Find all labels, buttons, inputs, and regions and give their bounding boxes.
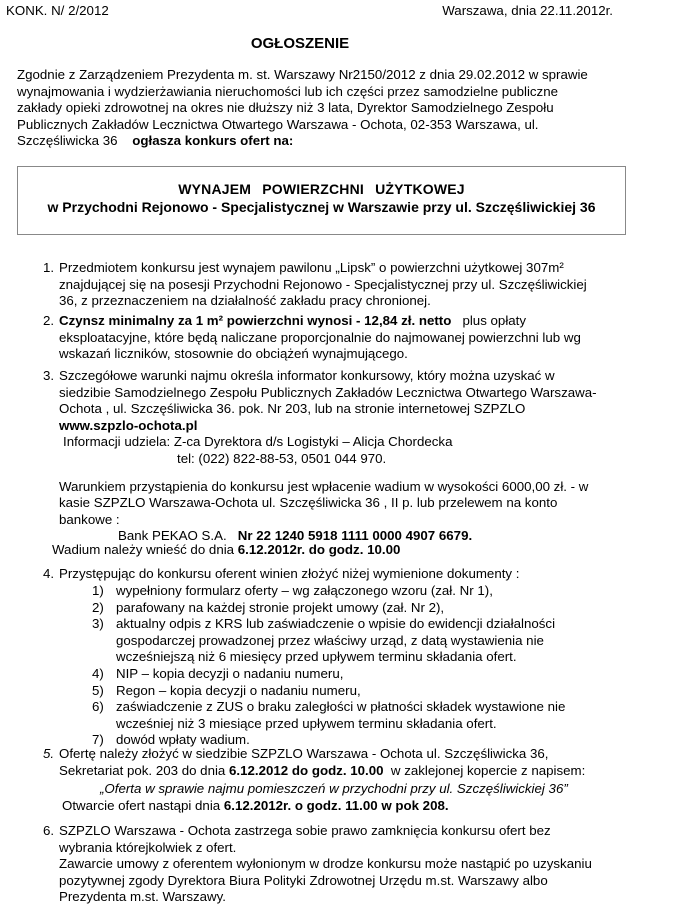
item-line: Sekretariat pok. 203 do dnia 6.12.2012 do godz. 10.00 w zaklejonej kopercie z napisem: — [59, 762, 586, 778]
document-item: 1) wypełniony formularz oferty – wg załączonego wzoru (zał. Nr 1), — [92, 583, 493, 598]
item-line: Prezydenta m.st. Warszawy. — [59, 889, 226, 905]
item-line: SZPZLO Warszawa - Ochota zastrzega sobie prawo zamknięcia konkursu ofert bez — [59, 823, 551, 838]
intro-line — [17, 133, 617, 150]
item-line: Ochota , ul. Szczęśliwicka 36. pok. Nr 203, lub na stronie internetowej SZPZLO — [59, 401, 526, 417]
item-line: 36, z przeznaczeniem na działalność zakładu pracy chronionej. — [59, 293, 431, 309]
deposit-deadline: Wadium należy wnieść do dnia 6.12.2012r. do godz. 10.00 — [52, 542, 401, 557]
opening-date: Otwarcie ofert nastąpi dnia 6.12.2012r. o godz. 11.00 w pok 208. — [62, 798, 449, 813]
item-number: 2. — [43, 313, 55, 328]
document-item: 3) aktualny odpis z KRS lub zaświadczenie o wpisie do ewidencji działalności gospodarczej prowadzonej przez właściwy urząd, z datą wystawienia nie wcześniejszą niż 6 miesięcy przed upływem terminu składania ofert. — [92, 616, 556, 665]
subject-box — [17, 166, 626, 235]
list-item — [43, 260, 636, 310]
item-line: kasie SZPZLO Warszawa-Ochota ul. Szczęśliwicka 36 , II p. lub przelewem na konto — [59, 495, 558, 511]
contact-info: Informacji udziela: Z-ca Dyrektora d/s Logistyki – Alicja Chordecka — [63, 434, 453, 450]
item-number: 3. — [43, 368, 55, 383]
item-number: 5. — [43, 746, 55, 761]
item-line: Czynsz minimalny za 1 m² powierzchni wynosi - 12,84 zł. netto plus opłaty — [59, 313, 527, 328]
item-line: siedzibie Samodzielnego Zespołu Publicznych Zakładów Lecznictwa Otwartego Warszawa- — [59, 384, 597, 400]
item-number: 4. — [43, 566, 55, 581]
reference-number: KONK. N/ 2/2012 — [6, 3, 109, 18]
list-item — [43, 566, 636, 583]
list-item — [43, 368, 636, 545]
document-item: 7) dowód wpłaty wadium. — [92, 732, 250, 748]
list-item — [43, 746, 636, 779]
item-line: Przedmiotem konkursu jest wynajem pawilonu „Lipsk” o powierzchni użytkowej 307m² — [59, 260, 564, 275]
documents-list — [62, 583, 638, 749]
intro-line: wynajmowania i wydzierżawiania nieruchomości lub ich części przez samodzielne publiczne — [17, 83, 558, 99]
intro-line: Publicznych Zakładów Lecznictwa Otwartego Warszawa - Ochota, 02-353 Warszawa, ul. — [17, 116, 539, 132]
rent-amount: Czynsz minimalny za 1 m² powierzchni wynosi - 12,84 zł. netto — [59, 313, 452, 328]
item-line: eksploatacyjne, które będą naliczane proporcjonalnie do najmowanej powierzchni lub wg — [59, 329, 581, 345]
item-line: Szczegółowe warunki najmu określa informator konkursowy, który można uzyskać w — [59, 368, 555, 383]
document-date: Warszawa, dnia 22.11.2012r. — [442, 3, 613, 18]
page-title: OGŁOSZENIE — [250, 35, 350, 52]
subject-heading: WYNAJEM POWIERZCHNI UŻYTKOWEJ — [178, 181, 465, 197]
document-item: 2) parafowany na każdej stronie projekt umowy (zał. Nr 2), — [92, 599, 445, 615]
document-item: 4) NIP – kopia decyzji o nadaniu numeru, — [92, 665, 344, 681]
document-item: 5) Regon – kopia decyzji o nadaniu numeru, — [92, 682, 361, 698]
item-number: 1. — [43, 260, 55, 275]
item-line: wybrania którejkolwiek z ofert. — [59, 839, 237, 855]
item-line: wskazań liczników, stosownie do obciążeń wynajmującego. — [59, 346, 408, 362]
item-line: Ofertę należy złożyć w siedzibie SZPZLO Warszawa - Ochota ul. Szczęśliwicka 36, — [59, 746, 549, 761]
item-line: pozytywnej zgody Dyrektora Biura Polityki Zdrowotnej Urzędu m.st. Warszawy albo — [59, 872, 548, 888]
intro-line: Zgodnie z Zarządzeniem Prezydenta m. st. Warszawy Nr2150/2012 z dnia 29.02.2012 w sprawie — [17, 67, 588, 82]
subject-location: w Przychodni Rejonowo - Specjalistycznej w Warszawie przy ul. Szczęśliwickiej 36 — [47, 199, 596, 215]
item-line: bankowe : — [59, 511, 120, 527]
list-item — [43, 823, 636, 906]
item-line: Zawarcie umowy z oferentem wyłonionym w drodze konkursu może nastąpić po uzyskaniu — [59, 856, 592, 872]
intro-announcement: ogłasza konkurs ofert na: — [132, 133, 294, 149]
envelope-label: „Oferta w sprawie najmu pomieszczeń w przychodni przy ul. Szczęśliwickiej 36” — [100, 781, 568, 796]
website-link[interactable]: www.szpzlo-ochota.pl — [59, 417, 198, 433]
item-line: Warunkiem przystąpienia do konkursu jest wpłacenie wadium w wysokości 6000,00 zł. - w — [59, 478, 589, 494]
item-line: Przystępując do konkursu oferent winien złożyć niżej wymienione dokumenty : — [59, 566, 520, 581]
intro-paragraph — [17, 67, 617, 150]
document-item: 6) zaświadczenie z ZUS o braku zaległości w płatności składek wystawione nie wcześniej niż 3 miesiące przed upływem terminu składania ofert. — [92, 699, 566, 731]
intro-address: Szczęśliwicka 36 — [17, 133, 118, 149]
contact-phone: tel: (022) 822-88-53, 0501 044 970. — [177, 450, 387, 466]
bank-account: Bank PEKAO S.A. Nr 22 1240 5918 1111 0000 4907 6679. — [118, 528, 473, 544]
list-item — [43, 313, 636, 363]
item-number: 6. — [43, 823, 55, 838]
item-line: znajdującej się na posesji Przychodni Rejonowo - Specjalistycznej przy ul. Szczęśliwickiej — [59, 276, 587, 292]
intro-line: zakłady opieki zdrowotnej na okres nie dłuższy niż 3 lata, Dyrektor Samodzielnego Zespołu — [17, 100, 554, 116]
